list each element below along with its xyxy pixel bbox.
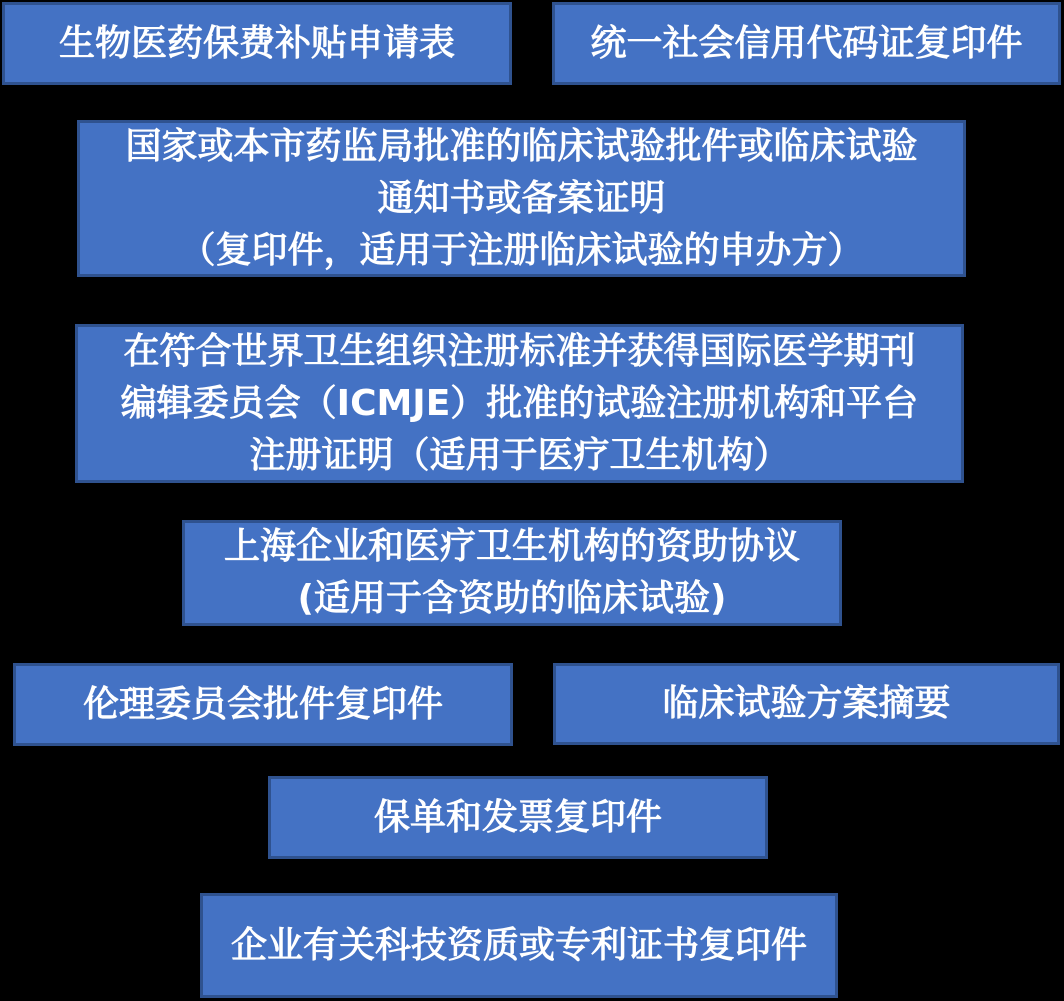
box-clinical-trial-approval-docs <box>77 120 966 277</box>
box-text-line: 在符合世界卫生组织注册标准并获得国际医学期刊 <box>123 330 916 372</box>
box-text-line: (适用于含资助的临床试验) <box>297 578 727 619</box>
box-subsidy-application-form <box>2 2 512 85</box>
box-text-line: 注册证明（适用于医疗卫生机构） <box>249 434 790 476</box>
box-icmje-registration-certificate <box>75 324 964 483</box>
box-policy-and-invoice-copy <box>268 776 768 859</box>
box-unified-social-credit-code-copy <box>552 2 1061 85</box>
box-text-line: 统一社会信用代码证复印件 <box>590 22 1023 64</box>
box-text-line: 通知书或备案证明 <box>377 177 666 219</box>
box-text-line: 上海企业和医疗卫生机构的资助协议 <box>223 526 800 567</box>
box-tech-qualification-patent-copy <box>200 893 838 998</box>
box-funding-agreement <box>182 520 842 626</box>
box-ethics-committee-approval-copy <box>13 663 513 746</box>
box-text-line: 编辑委员会（ICMJE）批准的试验注册机构和平台 <box>120 382 919 424</box>
box-text-line: 临床试验方案摘要 <box>662 683 951 724</box>
box-text-line: （复印件，适用于注册临床试验的申办方） <box>179 229 864 271</box>
box-text-line: 生物医药保费补贴申请表 <box>58 22 455 64</box>
box-text-line: 国家或本市药监局批准的临床试验批件或临床试验 <box>125 125 918 167</box>
box-text-line: 企业有关科技资质或专利证书复印件 <box>230 924 807 966</box>
box-text-line: 保单和发票复印件 <box>373 796 662 838</box>
box-text-line: 伦理委员会批件复印件 <box>82 683 443 725</box>
box-trial-protocol-summary <box>553 663 1060 745</box>
